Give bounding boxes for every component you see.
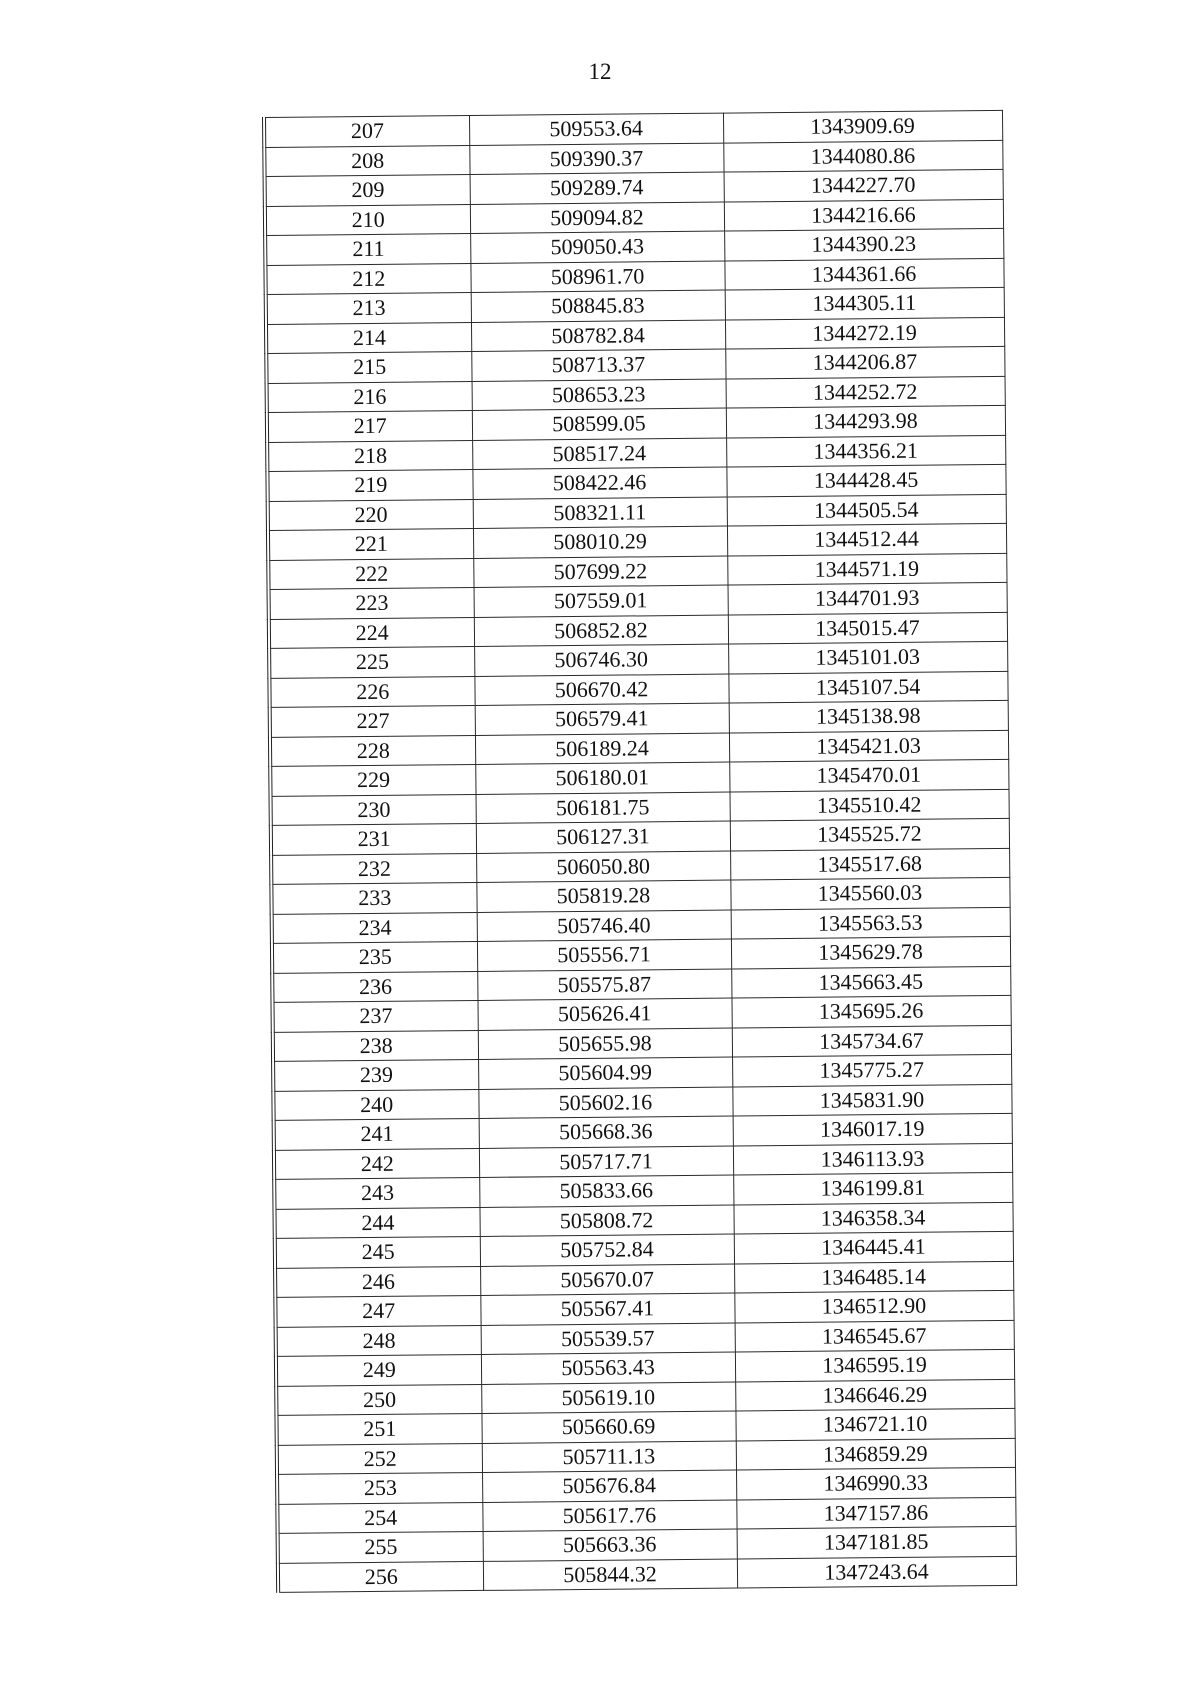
point-number-cell: 224 [269, 617, 474, 648]
x-coordinate-cell: 505808.72 [479, 1205, 733, 1237]
point-number-cell: 231 [271, 823, 476, 854]
table-row [278, 1556, 1016, 1593]
coordinates-table [262, 110, 1017, 1593]
y-coordinate-cell: 1346113.93 [733, 1143, 1012, 1175]
y-coordinate-cell: 1345663.45 [731, 966, 1010, 998]
x-coordinate-cell: 508713.37 [471, 349, 725, 381]
point-number-cell: 236 [272, 971, 477, 1002]
y-coordinate-cell: 1346445.41 [734, 1231, 1013, 1263]
x-coordinate-cell: 508845.83 [471, 290, 725, 322]
x-coordinate-cell: 506670.42 [474, 674, 728, 706]
x-coordinate-cell: 505602.16 [478, 1087, 732, 1119]
y-coordinate-cell: 1345107.54 [728, 671, 1007, 703]
y-coordinate-cell: 1344252.72 [726, 376, 1005, 408]
y-coordinate-cell: 1346485.14 [734, 1261, 1013, 1293]
x-coordinate-cell: 509390.37 [469, 143, 723, 175]
point-number-cell: 228 [270, 735, 475, 766]
page-number: 12 [588, 59, 612, 84]
point-number-cell: 235 [272, 941, 477, 972]
x-coordinate-cell: 508321.11 [473, 497, 727, 529]
x-coordinate-cell: 505604.99 [478, 1057, 732, 1089]
point-number-cell: 249 [276, 1354, 481, 1385]
point-number-cell: 241 [274, 1118, 479, 1149]
point-number-cell: 256 [278, 1561, 483, 1592]
x-coordinate-cell: 505752.84 [480, 1234, 734, 1266]
point-number-cell: 248 [276, 1325, 481, 1356]
y-coordinate-cell: 1345101.03 [728, 641, 1007, 673]
x-coordinate-cell: 505556.71 [477, 939, 731, 971]
point-number-cell: 253 [277, 1472, 482, 1503]
point-number-cell: 223 [269, 587, 474, 618]
y-coordinate-cell: 1344293.98 [726, 405, 1005, 437]
x-coordinate-cell: 508010.29 [473, 526, 727, 558]
point-number-cell: 233 [271, 882, 476, 913]
y-coordinate-cell: 1346646.29 [735, 1379, 1014, 1411]
y-coordinate-cell: 1345695.26 [731, 995, 1010, 1027]
x-coordinate-cell: 508599.05 [472, 408, 726, 440]
point-number-cell: 219 [267, 469, 472, 500]
coordinates-table-container [262, 110, 1014, 1593]
x-coordinate-cell: 505539.57 [481, 1323, 735, 1355]
x-coordinate-cell: 505717.71 [479, 1146, 733, 1178]
point-number-cell: 218 [267, 440, 472, 471]
x-coordinate-cell: 506189.24 [475, 733, 729, 765]
x-coordinate-cell: 505711.13 [482, 1441, 736, 1473]
y-coordinate-cell: 1344305.11 [725, 287, 1004, 319]
y-coordinate-cell: 1344361.66 [724, 258, 1003, 290]
point-number-cell: 254 [277, 1502, 482, 1533]
y-coordinate-cell: 1345629.78 [731, 936, 1010, 968]
point-number-cell: 225 [269, 646, 474, 677]
x-coordinate-cell: 505626.41 [477, 998, 731, 1030]
x-coordinate-cell: 505660.69 [481, 1411, 735, 1443]
y-coordinate-cell: 1346545.67 [735, 1320, 1014, 1352]
x-coordinate-cell: 508782.84 [471, 320, 725, 352]
point-number-cell: 237 [272, 1000, 477, 1031]
y-coordinate-cell: 1346199.81 [733, 1172, 1012, 1204]
y-coordinate-cell: 1344701.93 [728, 582, 1007, 614]
y-coordinate-cell: 1344227.70 [724, 169, 1003, 201]
point-number-cell: 221 [268, 528, 473, 559]
y-coordinate-cell: 1346512.90 [734, 1290, 1013, 1322]
y-coordinate-cell: 1344216.66 [724, 199, 1003, 231]
y-coordinate-cell: 1344206.87 [725, 346, 1004, 378]
point-number-cell: 208 [264, 145, 469, 176]
x-coordinate-cell: 505567.41 [480, 1293, 734, 1325]
y-coordinate-cell: 1345517.68 [730, 848, 1009, 880]
x-coordinate-cell: 508961.70 [470, 261, 724, 293]
x-coordinate-cell: 505619.10 [481, 1382, 735, 1414]
point-number-cell: 215 [266, 352, 471, 383]
y-coordinate-cell: 1344571.19 [727, 553, 1006, 585]
point-number-cell: 238 [273, 1030, 478, 1061]
point-number-cell: 252 [277, 1443, 482, 1474]
x-coordinate-cell: 509553.64 [469, 113, 723, 145]
point-number-cell: 251 [276, 1413, 481, 1444]
x-coordinate-cell: 506746.30 [474, 644, 728, 676]
x-coordinate-cell: 508653.23 [472, 379, 726, 411]
x-coordinate-cell: 505668.36 [479, 1116, 733, 1148]
point-number-cell: 230 [271, 794, 476, 825]
y-coordinate-cell: 1346595.19 [735, 1349, 1014, 1381]
point-number-cell: 222 [268, 558, 473, 589]
x-coordinate-cell: 506181.75 [476, 792, 730, 824]
x-coordinate-cell: 505575.87 [477, 969, 731, 1001]
y-coordinate-cell: 1346859.29 [736, 1438, 1015, 1470]
point-number-cell: 240 [273, 1089, 478, 1120]
x-coordinate-cell: 509050.43 [470, 231, 724, 263]
y-coordinate-cell: 1347181.85 [737, 1526, 1016, 1558]
x-coordinate-cell: 505746.40 [477, 910, 731, 942]
y-coordinate-cell: 1347157.86 [736, 1497, 1015, 1529]
x-coordinate-cell: 509094.82 [470, 202, 724, 234]
point-number-cell: 244 [274, 1207, 479, 1238]
point-number-cell: 247 [275, 1295, 480, 1326]
x-coordinate-cell: 505655.98 [478, 1028, 732, 1060]
x-coordinate-cell: 506579.41 [475, 703, 729, 735]
point-number-cell: 211 [265, 234, 470, 265]
y-coordinate-cell: 1345775.27 [732, 1054, 1011, 1086]
point-number-cell: 229 [270, 764, 475, 795]
x-coordinate-cell: 506127.31 [476, 821, 730, 853]
point-number-cell: 234 [272, 912, 477, 943]
point-number-cell: 232 [271, 853, 476, 884]
y-coordinate-cell: 1345525.72 [730, 818, 1009, 850]
point-number-cell: 207 [264, 116, 469, 147]
point-number-cell: 246 [275, 1266, 480, 1297]
x-coordinate-cell: 505833.66 [479, 1175, 733, 1207]
x-coordinate-cell: 508422.46 [472, 467, 726, 499]
y-coordinate-cell: 1344390.23 [724, 228, 1003, 260]
y-coordinate-cell: 1344080.86 [723, 140, 1002, 172]
x-coordinate-cell: 506852.82 [474, 615, 728, 647]
y-coordinate-cell: 1344428.45 [726, 464, 1005, 496]
point-number-cell: 216 [267, 381, 472, 412]
point-number-cell: 243 [274, 1177, 479, 1208]
x-coordinate-cell: 505670.07 [480, 1264, 734, 1296]
x-coordinate-cell: 505819.28 [476, 880, 730, 912]
point-number-cell: 214 [266, 322, 471, 353]
point-number-cell: 226 [269, 676, 474, 707]
coordinates-table-body [264, 110, 1016, 1592]
point-number-cell: 250 [276, 1384, 481, 1415]
y-coordinate-cell: 1345470.01 [729, 759, 1008, 791]
x-coordinate-cell: 505617.76 [482, 1500, 736, 1532]
point-number-cell: 239 [273, 1059, 478, 1090]
y-coordinate-cell: 1346017.19 [733, 1113, 1012, 1145]
y-coordinate-cell: 1344512.44 [727, 523, 1006, 555]
point-number-cell: 255 [278, 1531, 483, 1562]
y-coordinate-cell: 1344272.19 [725, 317, 1004, 349]
point-number-cell: 242 [274, 1148, 479, 1179]
point-number-cell: 227 [270, 705, 475, 736]
y-coordinate-cell: 1346358.34 [733, 1202, 1012, 1234]
point-number-cell: 212 [265, 263, 470, 294]
x-coordinate-cell: 509289.74 [470, 172, 724, 204]
y-coordinate-cell: 1344356.21 [726, 435, 1005, 467]
point-number-cell: 213 [266, 293, 471, 324]
point-number-cell: 220 [268, 499, 473, 530]
y-coordinate-cell: 1346990.33 [736, 1467, 1015, 1499]
x-coordinate-cell: 505663.36 [483, 1529, 737, 1561]
x-coordinate-cell: 505844.32 [483, 1559, 737, 1591]
y-coordinate-cell: 1346721.10 [735, 1408, 1014, 1440]
x-coordinate-cell: 506050.80 [476, 851, 730, 883]
y-coordinate-cell: 1345560.03 [730, 877, 1009, 909]
point-number-cell: 209 [265, 175, 470, 206]
x-coordinate-cell: 507559.01 [474, 585, 728, 617]
y-coordinate-cell: 1345734.67 [732, 1025, 1011, 1057]
y-coordinate-cell: 1347243.64 [737, 1556, 1016, 1588]
y-coordinate-cell: 1345015.47 [728, 612, 1007, 644]
x-coordinate-cell: 507699.22 [473, 556, 727, 588]
y-coordinate-cell: 1345510.42 [729, 789, 1008, 821]
point-number-cell: 245 [275, 1236, 480, 1267]
x-coordinate-cell: 505676.84 [482, 1470, 736, 1502]
y-coordinate-cell: 1343909.69 [723, 110, 1002, 142]
point-number-cell: 217 [267, 410, 472, 441]
y-coordinate-cell: 1345563.53 [731, 907, 1010, 939]
x-coordinate-cell: 505563.43 [481, 1352, 735, 1384]
point-number-cell: 210 [265, 204, 470, 235]
x-coordinate-cell: 506180.01 [475, 762, 729, 794]
y-coordinate-cell: 1345138.98 [729, 700, 1008, 732]
y-coordinate-cell: 1345421.03 [729, 730, 1008, 762]
x-coordinate-cell: 508517.24 [472, 438, 726, 470]
y-coordinate-cell: 1345831.90 [732, 1084, 1011, 1116]
y-coordinate-cell: 1344505.54 [727, 494, 1006, 526]
